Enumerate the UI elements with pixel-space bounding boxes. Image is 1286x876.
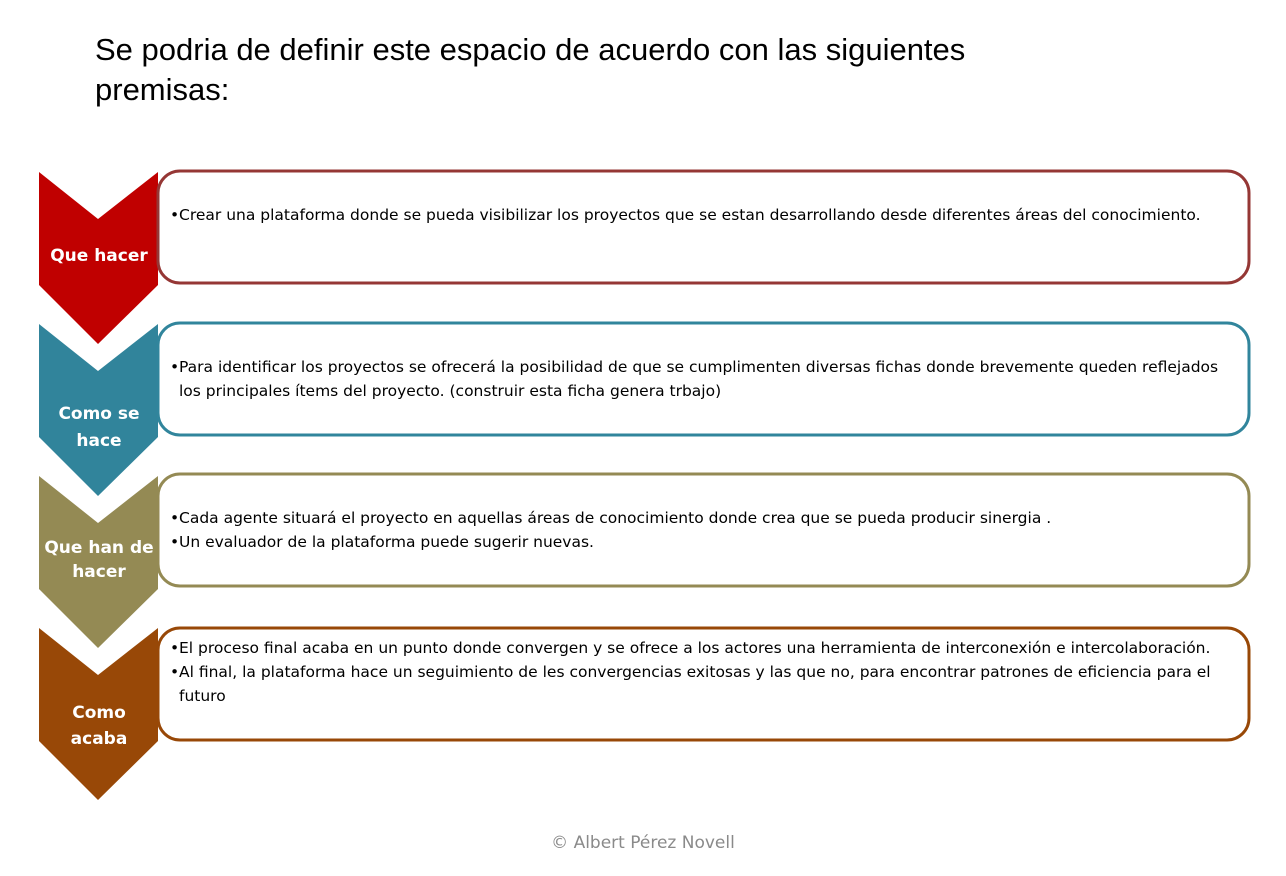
bullet-item (158, 636, 1236, 660)
bullet-item (158, 660, 1236, 708)
step-label-line: acaba (70, 729, 128, 749)
bullet-item (158, 355, 1236, 403)
bullet-icon: • (170, 509, 180, 527)
bullet-text: Crear una plataforma donde se pueda visibilizar los proyectos que se estan desarrollando desde diferentes áreas del conocimiento. (179, 206, 1201, 224)
bullet-text: Al final, la plataforma hace un seguimiento de les convergencias exitosas y las que no, para encontrar patrones de eficiencia para el futuro (179, 663, 1211, 705)
step-text-que-han-de-hacer (158, 506, 1236, 554)
step-label-que-han-de-hacer (39, 536, 159, 584)
step-text-como-acaba (158, 636, 1236, 708)
step-label-line: Como se (58, 404, 140, 424)
step-label-line: hacer (72, 562, 126, 582)
bullet-text: Un evaluador de la plataforma puede sugerir nuevas. (179, 533, 594, 551)
step-label-line: Que han de (44, 538, 154, 558)
bullet-text: El proceso final acaba en un punto donde convergen y se ofrece a los actores una herramienta de interconexión e intercolaboración. (179, 639, 1211, 657)
bullet-icon: • (170, 639, 180, 657)
bullet-item (158, 203, 1236, 227)
step-label-line: hace (76, 431, 122, 451)
bullet-text: Para identificar los proyectos se ofrecerá la posibilidad de que se cumplimenten diversas fichas donde brevemente queden reflejados los principales ítems del proyecto. (construir esta ficha genera trbajo) (179, 358, 1219, 400)
bullet-item (158, 530, 1236, 554)
step-text-como-se-hace (158, 355, 1236, 403)
bullet-text: Cada agente situará el proyecto en aquellas áreas de conocimiento donde crea que se pueda producir sinergia . (179, 509, 1052, 527)
step-label-como-se-hace (39, 401, 159, 455)
step-text-que-hacer (158, 203, 1236, 227)
step-label-que-hacer (39, 243, 159, 270)
slide-title: Se podria de definir este espacio de acuerdo con las siguientes premisas: (95, 32, 966, 107)
step-label-line: Que hacer (50, 246, 148, 266)
bullet-icon: • (170, 358, 180, 376)
bullet-icon: • (170, 663, 180, 681)
bullet-item (158, 506, 1236, 530)
copyright-footer: © Albert Pérez Novell (551, 833, 735, 853)
bullet-icon: • (170, 206, 180, 224)
step-label-line: Como (72, 703, 126, 723)
step-box (158, 171, 1249, 283)
step-label-como-acaba (39, 700, 159, 752)
bullet-icon: • (170, 533, 180, 551)
